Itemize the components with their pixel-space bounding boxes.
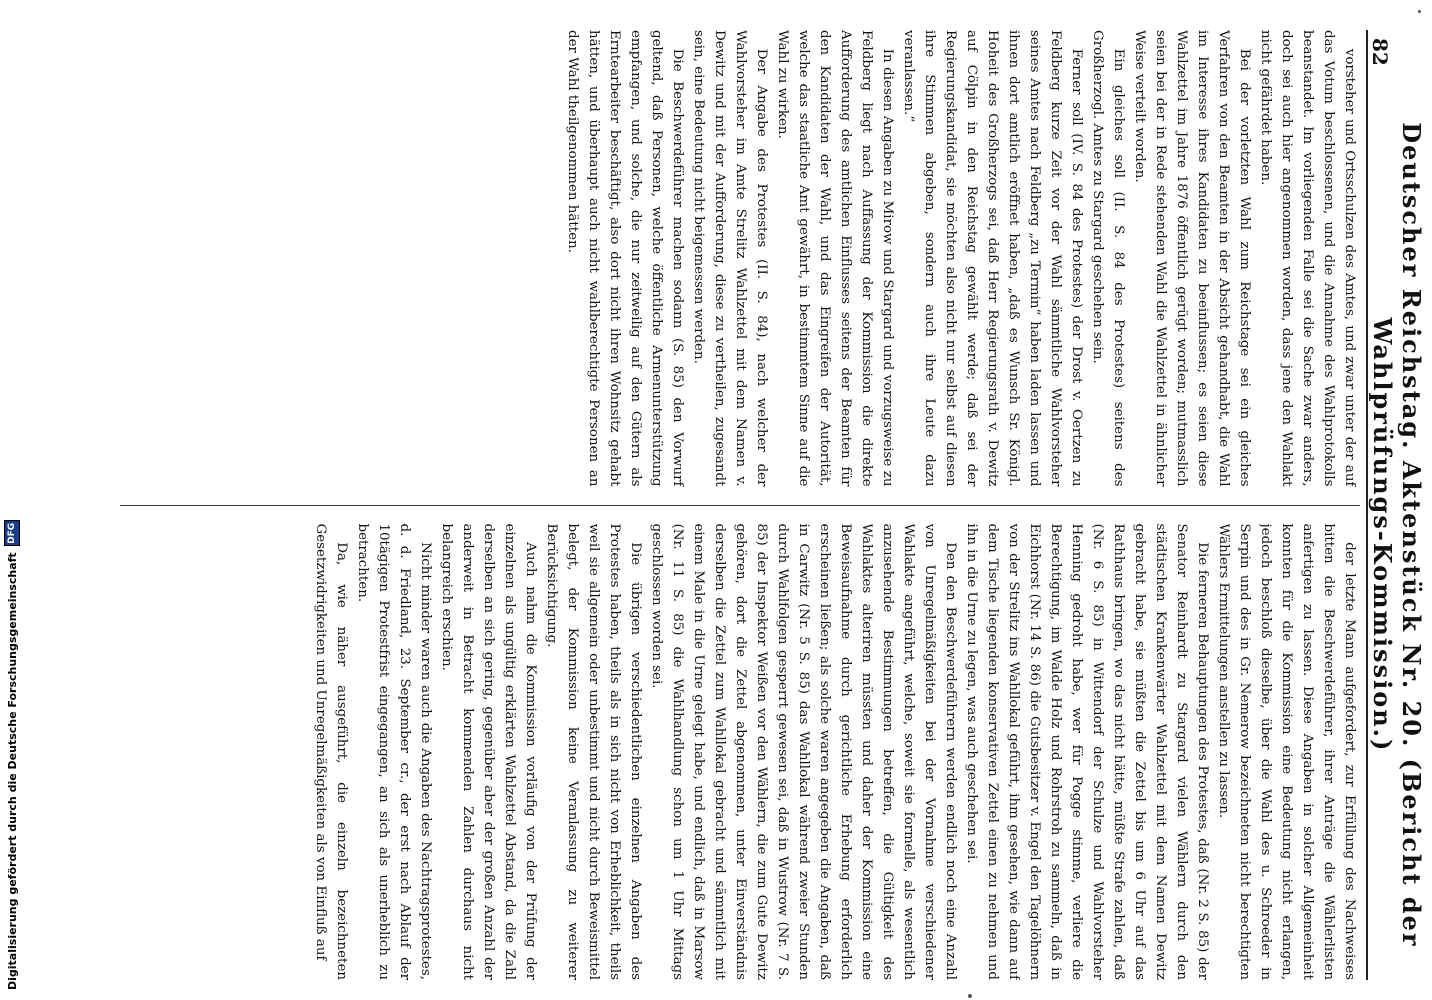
left-column [120, 30, 1360, 487]
digitization-note-text: Digitalisierung gefördert durch die Deutsche Forschungsgemeinschaft [5, 552, 19, 990]
body-paragraph: Die ferneren Behauptungen des Protestes, daß (Nr. 2 S. 85) der Senator Reinhardt zu Stargard vielen Wählern durch den städtischen Krankenwärter Wahlzettel mit dem Namen Dewitz gebracht habe, sie müßten die Zettel bis um 6 Uhr auf das Rathhaus bringen, wo das nicht hätte, müßte Strafe zahlen, daß (Nr. 6 S. 85) in Wittendorf der Schulze und Wahlvorsteher Henning gedroht habe, wer für Pogge stimme, verliere die Berechtigung, im Walde Holz und Rohrstroh zu sammeln, daß in Eichhorst (Nr. 14 S. 86) die Gutsbesitzer v. Engel den Tagelöhnern von der Strelitz ins Wahllokal geführt, ihm gesehen, wie dann auf dem Tische liegenden konservativen Zettel einen zu nehmen und ihn in die Urne zu legen, was auch geschehen sei. [964, 523, 1210, 980]
scan-speck [968, 994, 972, 998]
scan-speck [1418, 10, 1421, 13]
body-paragraph: Ferner soll (IV. S. 84 des Protestes) der Drost v. Oertzen zu Feldberg kurze Zeit vor der Wahl sämmtliche Wahlvorsteher seines Amtes nach Feldberg „zu Termin“ haben laden lassen und ihnen dort amtlich eröffnet haben, „daß es Wunsch Sr. Königl. Hoheit des Großherzogs sei, daß Herr Regierungsrath v. Dewitz auf Cölpin in den Reichstag gewählt werde; daß sei der Regierungskandidat, sie möchten also nicht nur selbst auf diesen ihre Stimmen abgeben, sondern auch ihre Leute dazu veranlassen.“ [901, 30, 1084, 487]
body-paragraph: Der Angabe des Protestes (II. S. 84), nach welcher der Wahlvorsteher im Amte Strelitz Wahlzettel mit dem Namen v. Dewitz und mit der Aufforderung, diese zu vertheilen, zugesandt sein, eine Bedeutung nicht beigemessen werden. [691, 30, 769, 487]
right-column [120, 524, 1360, 981]
page-number: 82 [1368, 38, 1392, 66]
body-paragraph: vorsteher und Ortsschulzen des Amtes, und zwar unter der auf das Votum beschlossenen, und die Annahme des Wahlprotokolls beanstandet. Im vorliegenden Falle sei die Sache zwar anders, doch sei auch hier angenommen worden, dass jene den Wahlakt nicht gefährdet haben. [1258, 30, 1357, 487]
body-paragraph: Die übrigen verschiedentlichen einzelnen Angaben des Protestes haben, theils als in sich nicht von Erheblichkeit, theils weil sie allgemein oder unbestimmt und nicht durch Beweismittel belegt, der Kommission keine Veranlassung zu weiterer Berücksichtigung. [544, 523, 643, 980]
dfg-logo: DFG [4, 520, 20, 546]
body-paragraph: Die Beschwerdeführer machen sodann (S. 85) den Vorwurf geltend, daß Personen, welche öffentliche Armenunterstützung empfangen, und solche, die nur zeitweilig auf den Gütern als Erntearbeiter beschäftigt, also dort nicht ihren Wohnsitz gehabt hätten, und überhaupt auch nicht wahlberechtigte Personen an der Wahl theilgenommen hätten. [565, 30, 685, 487]
body-paragraph: In diesen Angaben zu Mirow und Stargard und vorzugsweise zu Feldberg liegt nach Auffassung der Kommission die direkte Aufforderung des amtlichen Einflusses seitens der Beamten für den Kandidaten der Wahl, und das Eingreifen der Autorität, welche das staatliche Amt gewährt, in bestimmtem Sinne auf die Wahl zu wirken. [775, 30, 895, 487]
body-paragraph: Den den Beschwerdeführern werden endlich noch eine Anzahl von Unregelmäßigkeiten bei der Vornahme verschiedener Wahlakte angeführt, welche, soweit sie formelle, als wesentlich anzusehende Bestimmungen betreffen, die Gültigkeit des Wahlaktes alteriren müssten und daher der Kommission eine Beweisaufnahme durch gerichtliche Erhebung erforderlich erscheinen ließen; als solche waren angegeben die Angaben, daß in Carwitz (Nr. 5 S. 85) das Wahllokal während zweier Stunden durch Wahlfolgen gesperrt gewesen sei, daß in Wustrow (Nr. 7 S. 85) der Inspektor Weißen vor den Wählern, die zum Gute Dewitz gehören, dort die Zettel abgenommen, unter Einverständnis derselben die Zettel zum Wahllokal gebracht und sämmtlich mit einem Male in die Urne gelegt habe, und endlich, daß in Marsow (Nr. 11 S. 85) die Wahlhandlung schon um 1 Uhr Mittags geschlossen worden sei. [649, 523, 958, 980]
body-paragraph: der letzte Mann aufgefordert, zur Erfüllung des Nachweises bitten die Beschwerdeführer, ihrer Anträge die Wählerlisten anfertigen zu lassen. Diese Angaben in solcher Allgemeinheit konnten für die Kommission eine Bedeutung nicht erlangen, jedoch beschloß dieselbe, über die Wahl des u. Schroeder in Serpin und des in Gr. Nemerow bezeichneten nicht berechtigten Wählers Ermittelungen anstellen zu lassen. [1216, 523, 1357, 980]
rotated-document-page [112, 30, 1426, 980]
text-columns [120, 30, 1360, 980]
page-header [1366, 30, 1426, 980]
running-title: Deutscher Reichstag. Aktenstück Nr. 20. (Bericht der Wahlprüfungs-Kommission.) [1368, 122, 1426, 948]
body-paragraph: Bei der vorletzten Wahl zum Reichstage sei ein gleiches Verfahren von den Beamten in der Absicht gehandhabt, die Wahl im Interesse ihres Kandidaten zu beeinflussen; es seien diese Wahlzettel im Jahre 1876 öffentlich gerügt worden; mutmasslich seien bei der in Rede stehenden Wahl die Wahlzettel in ähnlicher Weise verteilt worden. [1132, 30, 1252, 487]
body-paragraph: Da, wie näher ausgeführt, die einzeln bezeichneten Gesetzwidrigkeiten und Unregelmäßigkeiten als von Einfluß auf [313, 523, 349, 980]
column-divider [120, 505, 1360, 506]
digitization-credit [4, 520, 20, 990]
body-paragraph: Auch nahm die Kommission vorläufig von der Prüfung der einzelnen als ungültig erklärten Wahlzettel Abstand, da die Zahl derselben an sich gering, gegenüber aber der großen Anzahl der anderweit in Betracht kommenden Zahlen durchaus nicht belangreich erschien. [439, 523, 538, 980]
body-paragraph: Nicht minder waren auch die Angaben des Nachtragsprotestes, d. d. Friedland, 23. September cr., der erst nach Ablauf der 10tägigen Protestfrist eingegangen, an sich als unerheblich zu betrachten. [355, 523, 433, 980]
body-paragraph: Ein gleiches soll (II. S. 84 des Protestes) seitens des Großherzogl. Amtes zu Stargard geschehen sein. [1090, 30, 1126, 487]
